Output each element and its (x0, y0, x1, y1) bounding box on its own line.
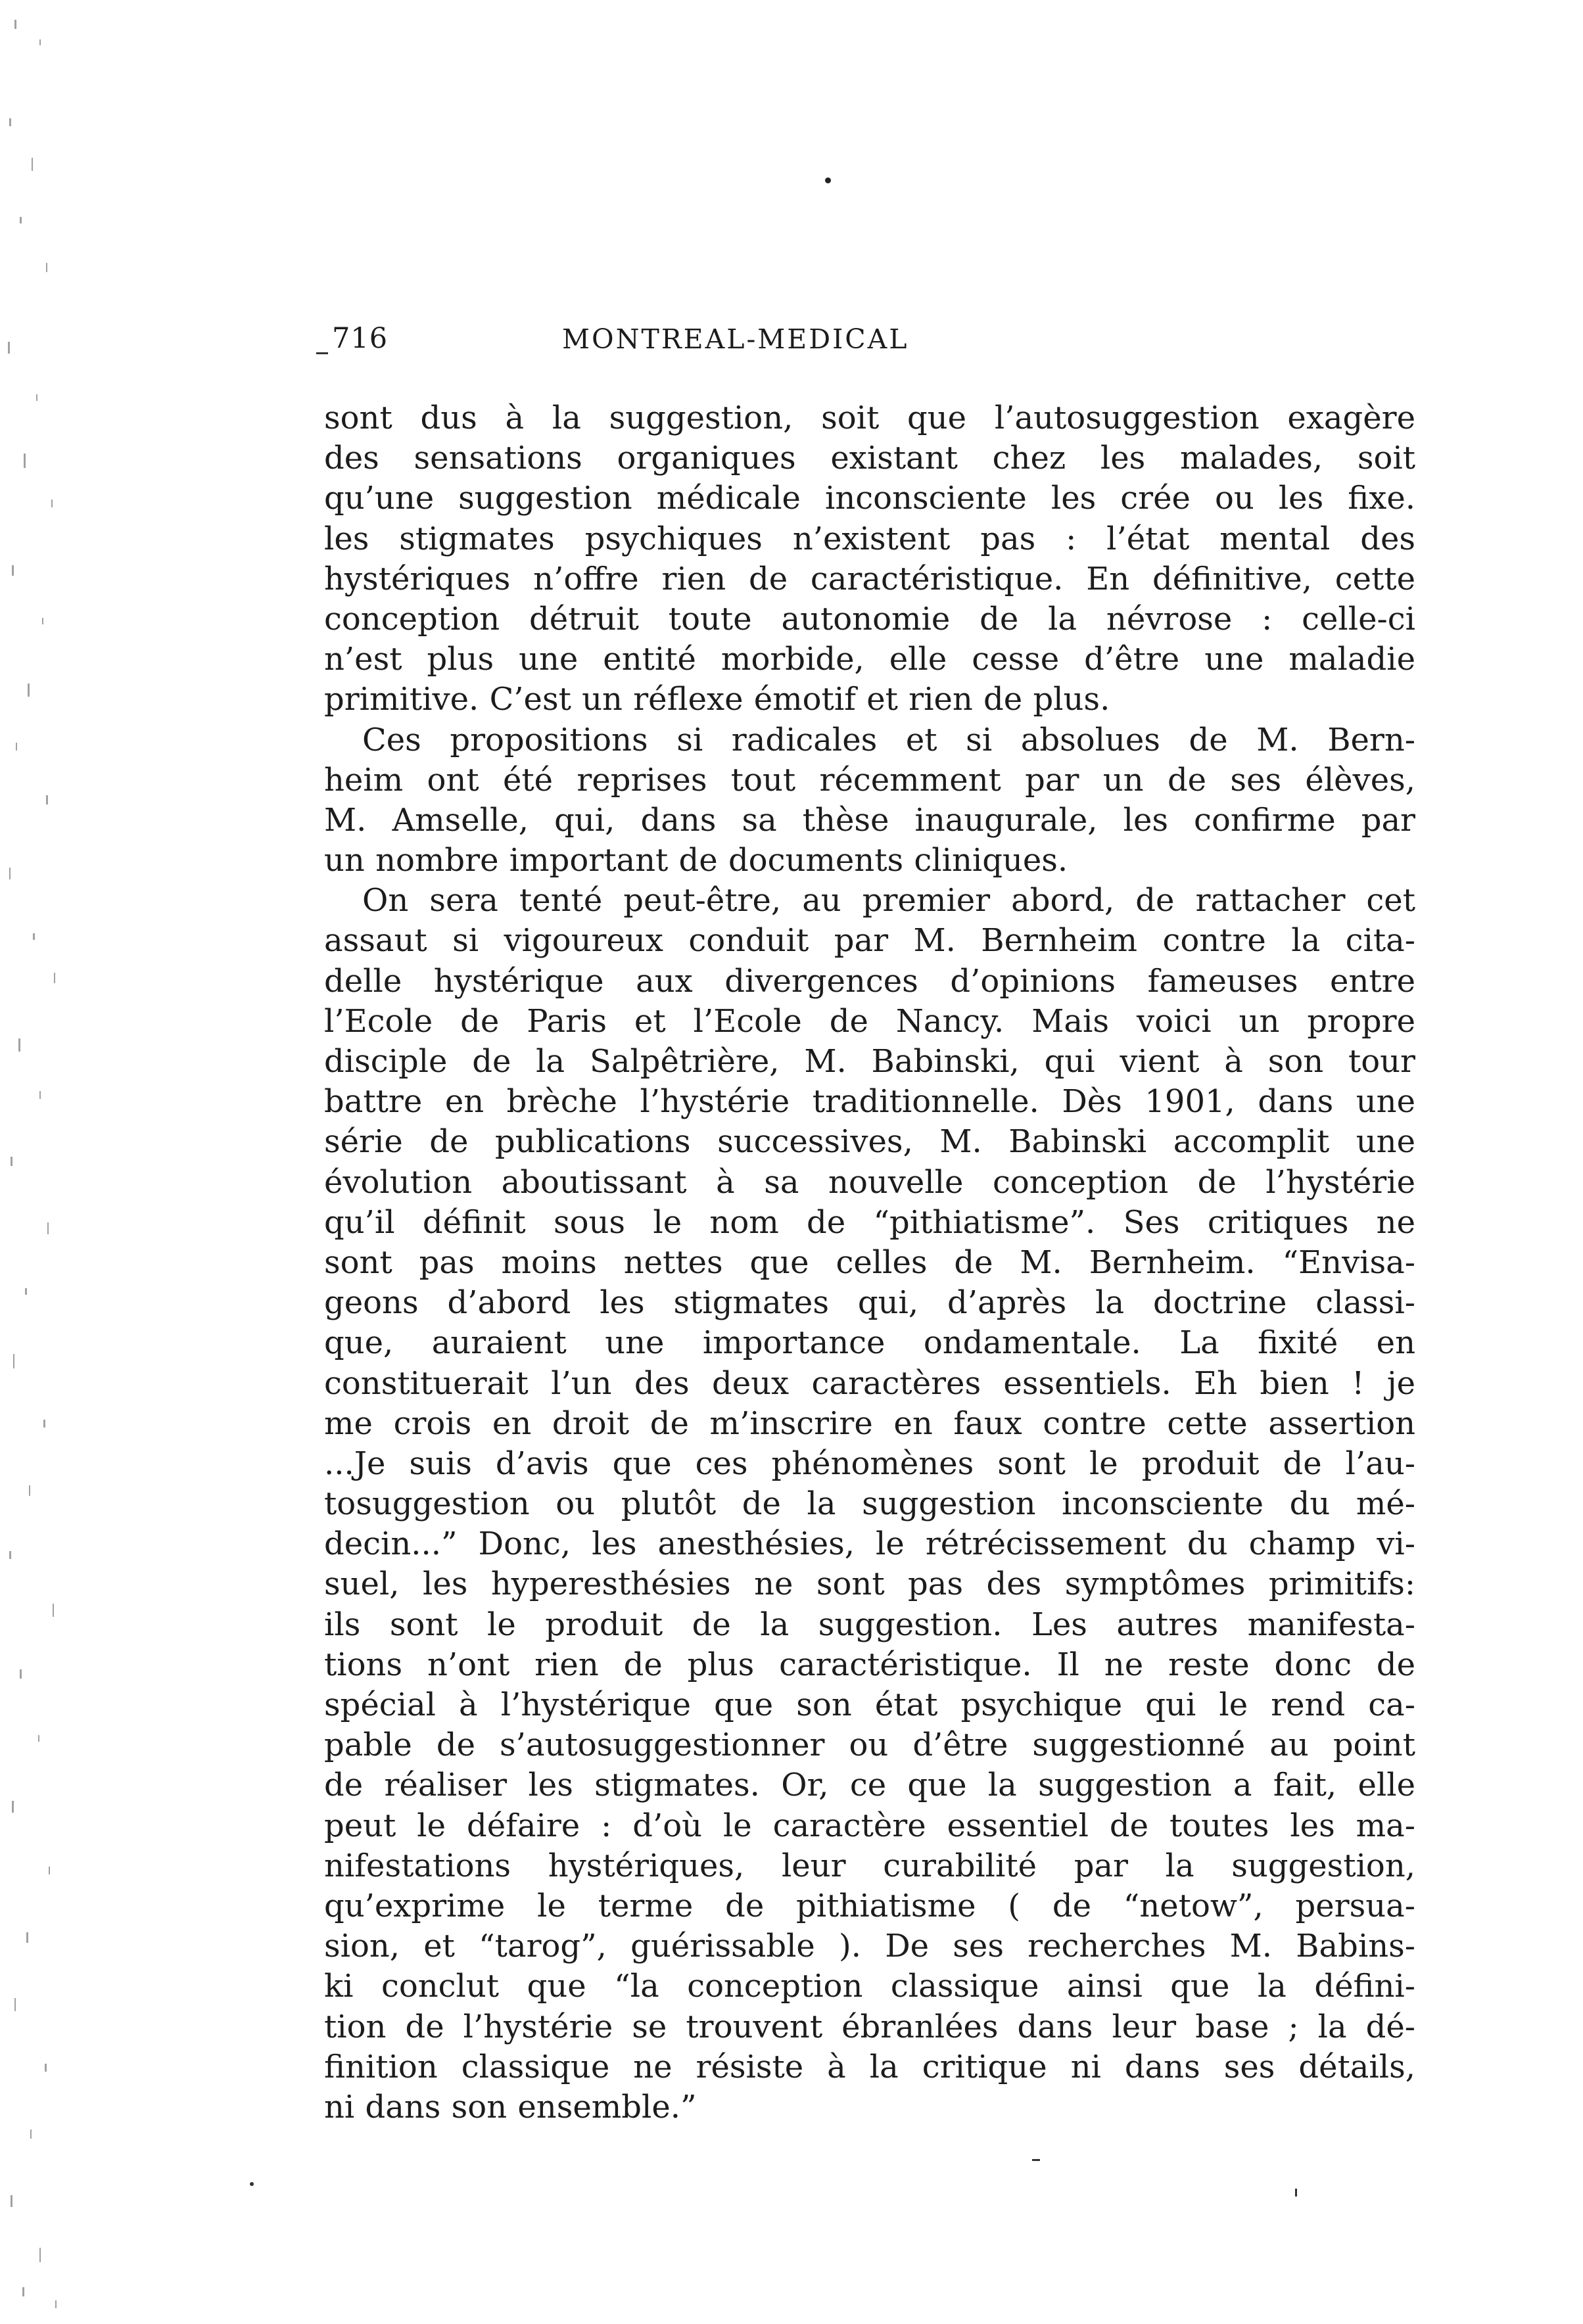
text-line: battre en brèche l’hystérie traditionnelle. Dès 1901, dans une (324, 1083, 1415, 1121)
text-line: un nombre important de documents cliniques. (324, 842, 1068, 879)
text-line: spécial à l’hystérique que son état psychique qui le rend ca- (324, 1686, 1415, 1723)
text-line: tosuggestion ou plutôt de la suggestion inconsciente du mé- (324, 1485, 1415, 1523)
stray-mark (1295, 2189, 1297, 2196)
text-line: évolution aboutissant à sa nouvelle conception de l’hystérie (324, 1163, 1415, 1201)
text-line: qu’une suggestion médicale inconsciente les crée ou les fixe. (324, 480, 1415, 517)
text-line: sont dus à la suggestion, soit que l’autosuggestion exagère (324, 400, 1415, 436)
text-line: que, auraient une importance ondamentale. La fixité en (324, 1324, 1415, 1362)
text-line: tion de l’hystérie se trouvent ébranlées dans leur base ; la dé- (324, 2008, 1415, 2045)
text-line: On sera tenté peut-être, au premier abord, de rattacher cet (362, 882, 1415, 919)
text-line: série de publications successives, M. Babinski accomplit une (324, 1123, 1415, 1161)
text-line: peut le défaire : d’où le caractère essentiel de toutes les ma- (324, 1807, 1415, 1844)
text-line: constituerait l’un des deux caractères essentiels. Eh bien ! je (324, 1364, 1415, 1402)
scan-edge-noise (0, 0, 125, 2324)
text-line: sont pas moins nettes que celles de M. Bernheim. “Envisa- (324, 1243, 1415, 1281)
text-line: les stigmates psychiques n’existent pas : l’état mental des (324, 520, 1415, 557)
text-line: M. Amselle, qui, dans sa thèse inaugurale, les confirme par (324, 801, 1415, 839)
stray-dot (825, 177, 831, 183)
text-line: primitive. C’est un réflexe émotif et rien de plus. (324, 681, 1110, 718)
text-line: decin...” Donc, les anesthésies, le rétrécissement du champ vi- (324, 1525, 1415, 1563)
text-line: n’est plus une entité morbide, elle cesse d’être une maladie (324, 641, 1415, 678)
body-text (324, 398, 1415, 2127)
text-line: disciple de la Salpêtrière, M. Babinski, qui vient à son tour (324, 1043, 1415, 1080)
text-line: conception détruit toute autonomie de la névrose : celle-ci (324, 600, 1415, 638)
text-line: finition classique ne résiste à la critique ni dans ses détails, (324, 2048, 1415, 2085)
page-header (325, 322, 1440, 368)
stray-mark (250, 2182, 254, 2186)
running-head: MONTREAL-MEDICAL (562, 323, 909, 355)
stray-mark (1032, 2159, 1040, 2161)
text-line: ki conclut que “la conception classique ainsi que la défini- (324, 1968, 1415, 2005)
text-line: Ces propositions si radicales et si absolues de M. Bern- (362, 721, 1415, 758)
text-line: suel, les hyperesthésies ne sont pas des symptômes primitifs: (324, 1566, 1415, 1603)
text-line: tions n’ont rien de plus caractéristique. Il ne reste donc de (324, 1646, 1415, 1683)
text-line: nifestations hystériques, leur curabilité par la suggestion, (324, 1847, 1415, 1884)
text-line: sion, et “tarog”, guérissable ). De ses recherches M. Babins- (324, 1928, 1415, 1965)
text-line: geons d’abord les stigmates qui, d’après la doctrine classi- (324, 1284, 1415, 1322)
text-line: de réaliser les stigmates. Or, ce que la suggestion a fait, elle (324, 1767, 1415, 1804)
text-line: qu’exprime le terme de pithiatisme ( de “netow”, persua- (324, 1887, 1415, 1924)
page-number-tick (316, 352, 328, 354)
text-line: ni dans son ensemble.” (324, 2088, 697, 2126)
text-line: delle hystérique aux divergences d’opinions fameuses entre (324, 962, 1415, 1000)
text-line: des sensations organiques existant chez les malades, soit (324, 440, 1415, 477)
text-line: heim ont été reprises tout récemment par un de ses élèves, (324, 761, 1415, 799)
text-line: ils sont le produit de la suggestion. Les autres manifesta- (324, 1606, 1415, 1643)
text-line: me crois en droit de m’inscrire en faux contre cette assertion (324, 1405, 1415, 1442)
text-line: ...Je suis d’avis que ces phénomènes sont le produit de l’au- (324, 1445, 1415, 1482)
page-number: 716 (332, 322, 389, 355)
text-line: hystériques n’offre rien de caractéristique. En définitive, cette (324, 560, 1415, 597)
text-line: l’Ecole de Paris et l’Ecole de Nancy. Mais voici un propre (324, 1002, 1415, 1040)
text-line: assaut si vigoureux conduit par M. Bernheim contre la cita- (324, 922, 1415, 960)
text-line: pable de s’autosuggestionner ou d’être suggestionné au point (324, 1727, 1415, 1764)
text-line: qu’il définit sous le nom de “pithiatisme”. Ses critiques ne (324, 1203, 1415, 1241)
